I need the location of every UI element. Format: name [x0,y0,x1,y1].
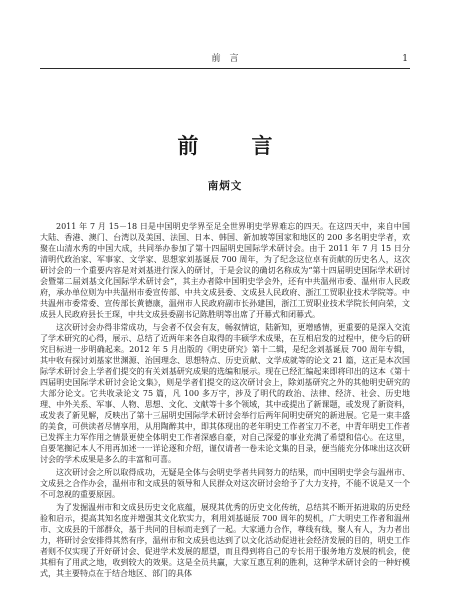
running-head [40,52,410,66]
header-rule [40,68,410,69]
paragraph: 2011 年 7 月 15－18 日是中国明史学界至足全世界明史学界难忘的四天。在这四天中，来自中国大陆、香港、澳门、台湾以及美国、法国、日本、韩国、新加坡等国家和地区的 200 多名明史学者，欢聚在山清水秀的中国大成，共同举办参加了第十四届明史国际学术研讨会。由于 2011 年 7 月 15 日分清明代政治家、军事家、文学家、思想家刘基诞辰 700 周年，为了纪念这位卓有贡献的历史名人，这次研讨会的一个重要内容是对刘基进行深入的研讨，于是会议的确切名称成为“第十四届明史国际学术研讨会暨第二届刘基文化国际学术研讨会”，其主办者除中国明史学会外，还有中共温州市委、温州市人民政府，承办单位则为中共温州市委宣传部、中共文成县委、文成县人民政府、浙江工贸职业技术学院等。中共温州市委常委、宣传部长黄德康，温州市人民政府副市长孙建国，浙江工贸职业技术学院长何向荣，文成县人民政府县长王琛，中共文成县委副书记陈胜明等出席了开幕式和闭幕式。 [40,222,410,319]
paragraph: 这次研讨会办得非常成功，与会者不仅会有友，畅叙情谊，陆新知，更增感情，更重要的是深入交流了学术研究的心得，展示、总结了近两年来各自取得的丰硕学术成果，在互相启发的过程中，使今后的研究目标进一步明确起来。2012 年 5 月出版的《明史研究》第十二辑，是纪念刘基诞辰 700 周年专辑，其中收有探讨刘基家世渊源、治国理念、思想特点、历史贡献、文学成就等的论文 21 篇，这正是本次国际学术研讨会上学者们提交的有关刘基研究成果的选编和展示。现在已经汇编起来即将印出的这本《第十四届明史国际学术研讨会论文集》，则是学者们提交的这次研讨会上，除刘基研究之外的其他明史研究的大部分论文。它共收录论文 75 篇，凡 100 多万字，涉及了明代的政治、法律、经济、社会、历史地理、中外关系、军事、人物、思想、文化、文献等十多个领域，其中或提出了新课题，或发现了新资料，或发表了新见解，反映出了第十三届明史国际学术研讨会举行后两年间明史研究的新进展。它是一束丰盛的美食，可供读者尽情享用，从用陶醉其中，即其体现出的老年明史工作者宝刀不老，中青年明史工作者已发挥主力军作用之情景更使全体明史工作者深感自豪，对自己深爱的事业充满了希望和信心。在这里，自要笔搁记本人不用再加述一一详论逐和介绍，谨仅请者一卷未论文集的目录，便当能充分体味出这次研讨会的学术成果是多么的丰富和可喜。 [40,323,410,464]
paragraph: 为了发掘温州市和文成县历史文化底蕴，展现其优秀的历史文化传统，总结其不断开拓进取的历史经验和启示，提高其知名度并增强其文化软实力，利用刘基诞辰 700 周年的契机，广大明史工作者和温州市、文成县的干部群众，基于共同的目标而走到了一起。大家通力合作，尊线有线，聚人有人，为力者出力，将研讨会安排得其然有序，温州市和文成县也达到了以文化活动促进社会经济发展的目的，明史工作者则不仅实现了开好研讨会、促进学术发展的愿望，而且得到将自己的专长用于服务地方发展的机会，使其相有了用武之地，收到较大的效果。这是全员共赢，大家互惠互利的胜利，这种学术研讨会的一种好模式，其主要特点在于结合地区、部门的具体 [40,503,410,578]
page-number: 1 [402,54,408,64]
running-head-title: 前 言 [211,54,239,64]
body-text [40,221,410,601]
page-title: 前 言 [177,133,289,158]
paragraph: 这次研讨会之所以取得成功，无疑是全体与会明史学者共同努力的结果，而中国明史学会与温州市、文成县之合作办会，温州市和文成县的领导和人民群众对这次研讨会给予了大力支持，不能不说是又一个不可忽视的重要原因。 [40,468,410,499]
author-name: 南炳文 [207,180,243,192]
